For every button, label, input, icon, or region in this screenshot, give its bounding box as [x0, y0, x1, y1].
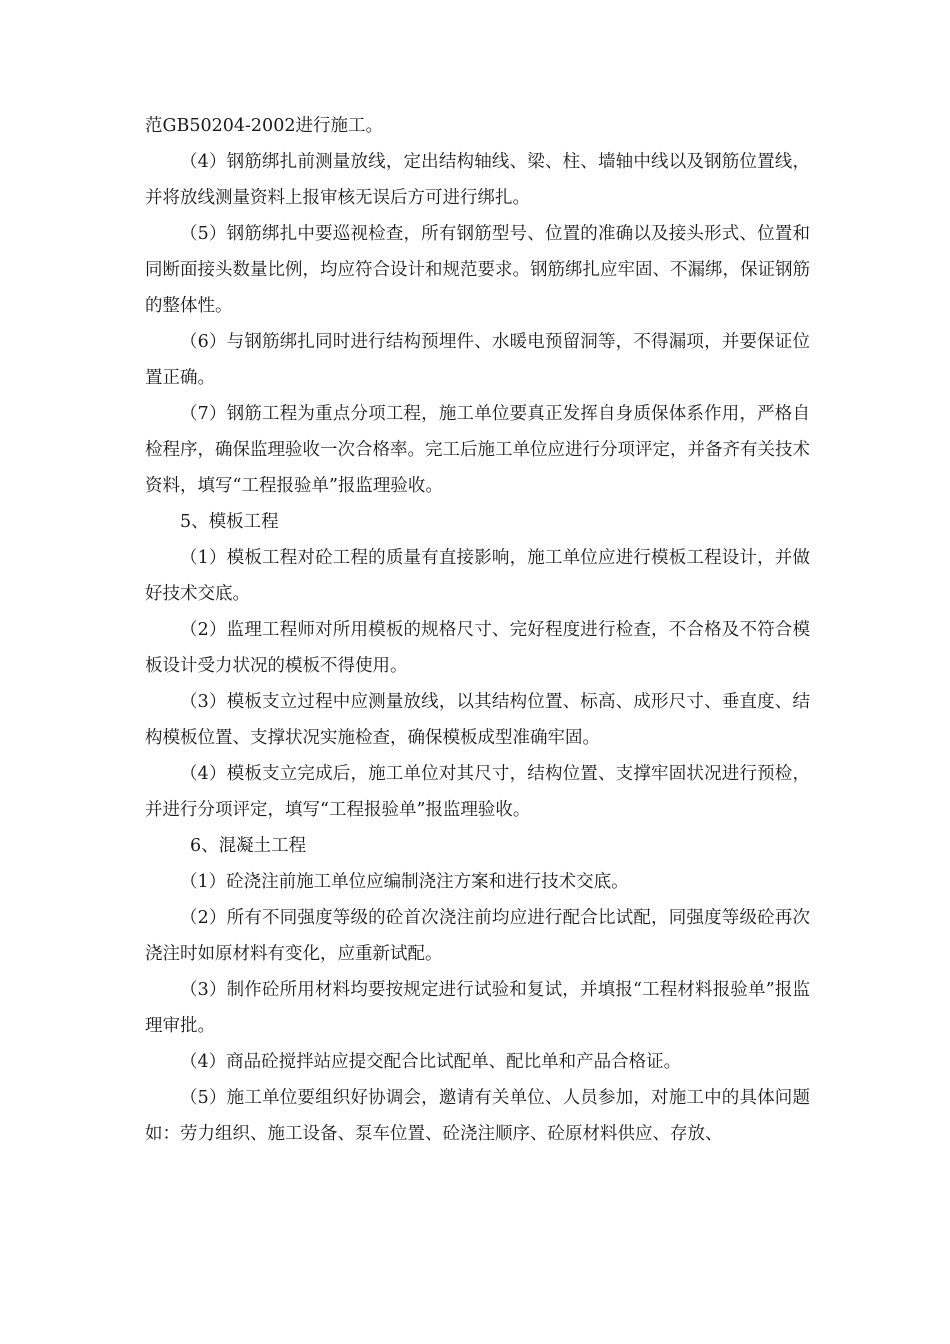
paragraph-concrete-2: （2）所有不同强度等级的砼首次浇注前均应进行配合比试配，同强度等级砼再次浇注时如原材料有变化，应重新试配。 — [145, 908, 810, 964]
paragraph-formwork-4: （4）模板支立完成后，施工单位对其尺寸，结构位置、支撑牢固状况进行预检，并进行分项评定，填写“工程报验单”报监理验收。 — [145, 764, 810, 820]
paragraph-concrete-1: （1）砼浇注前施工单位应编制浇注方案和进行技术交底。 — [180, 872, 629, 892]
paragraph-formwork-2: （2）监理工程师对所用模板的规格尺寸、完好程度进行检查，不合格及不符合模板设计受力状况的模板不得使用。 — [145, 620, 810, 676]
paragraph-item-6: （6）与钢筋绑扎同时进行结构预埋件、水暖电预留洞等，不得漏项，并要保证位置正确。 — [145, 332, 810, 388]
paragraph-concrete-3: （3）制作砼所用材料均要按规定进行试验和复试，并填报“工程材料报验单”报监理审批。 — [145, 980, 810, 1036]
section-heading-concrete: 6、混凝土工程 — [190, 836, 307, 856]
paragraph-concrete-4: （4）商品砼搅拌站应提交配合比试配单、配比单和产品合格证。 — [180, 1052, 682, 1072]
paragraph-item-5: （5）钢筋绑扎中要巡视检查，所有钢筋型号、位置的准确以及接头形式、位置和同断面接头数量比例，均应符合设计和规范要求。钢筋绑扎应牢固、不漏绑，保证钢筋的整体性。 — [145, 224, 810, 316]
paragraph-concrete-5: （5）施工单位要组织好协调会，邀请有关单位、人员参加，对施工中的具体问题如：劳力组织、施工设备、泵车位置、砼浇注顺序、砼原材料供应、存放、 — [145, 1088, 810, 1144]
document-body — [145, 108, 810, 1152]
paragraph-item-4: （4）钢筋绑扎前测量放线，定出结构轴线、梁、柱、墙轴中线以及钢筋位置线，并将放线测量资料上报审核无误后方可进行绑扎。 — [145, 152, 810, 208]
paragraph-formwork-3: （3）模板支立过程中应测量放线，以其结构位置、标高、成形尺寸、垂直度、结构模板位置、支撑状况实施检查，确保模板成型准确牢固。 — [145, 692, 810, 748]
paragraph-item-7: （7）钢筋工程为重点分项工程，施工单位要真正发挥自身质保体系作用，严格自检程序，确保监理验收一次合格率。完工后施工单位应进行分项评定，并备齐有关技术资料，填写“工程报验单”报监理验收。 — [145, 404, 810, 496]
paragraph-continuation: 范GB50204-2002进行施工。 — [145, 116, 383, 136]
section-heading-formwork: 5、模板工程 — [180, 512, 279, 532]
paragraph-formwork-1: （1）模板工程对砼工程的质量有直接影响，施工单位应进行模板工程设计，并做好技术交底。 — [145, 548, 810, 604]
